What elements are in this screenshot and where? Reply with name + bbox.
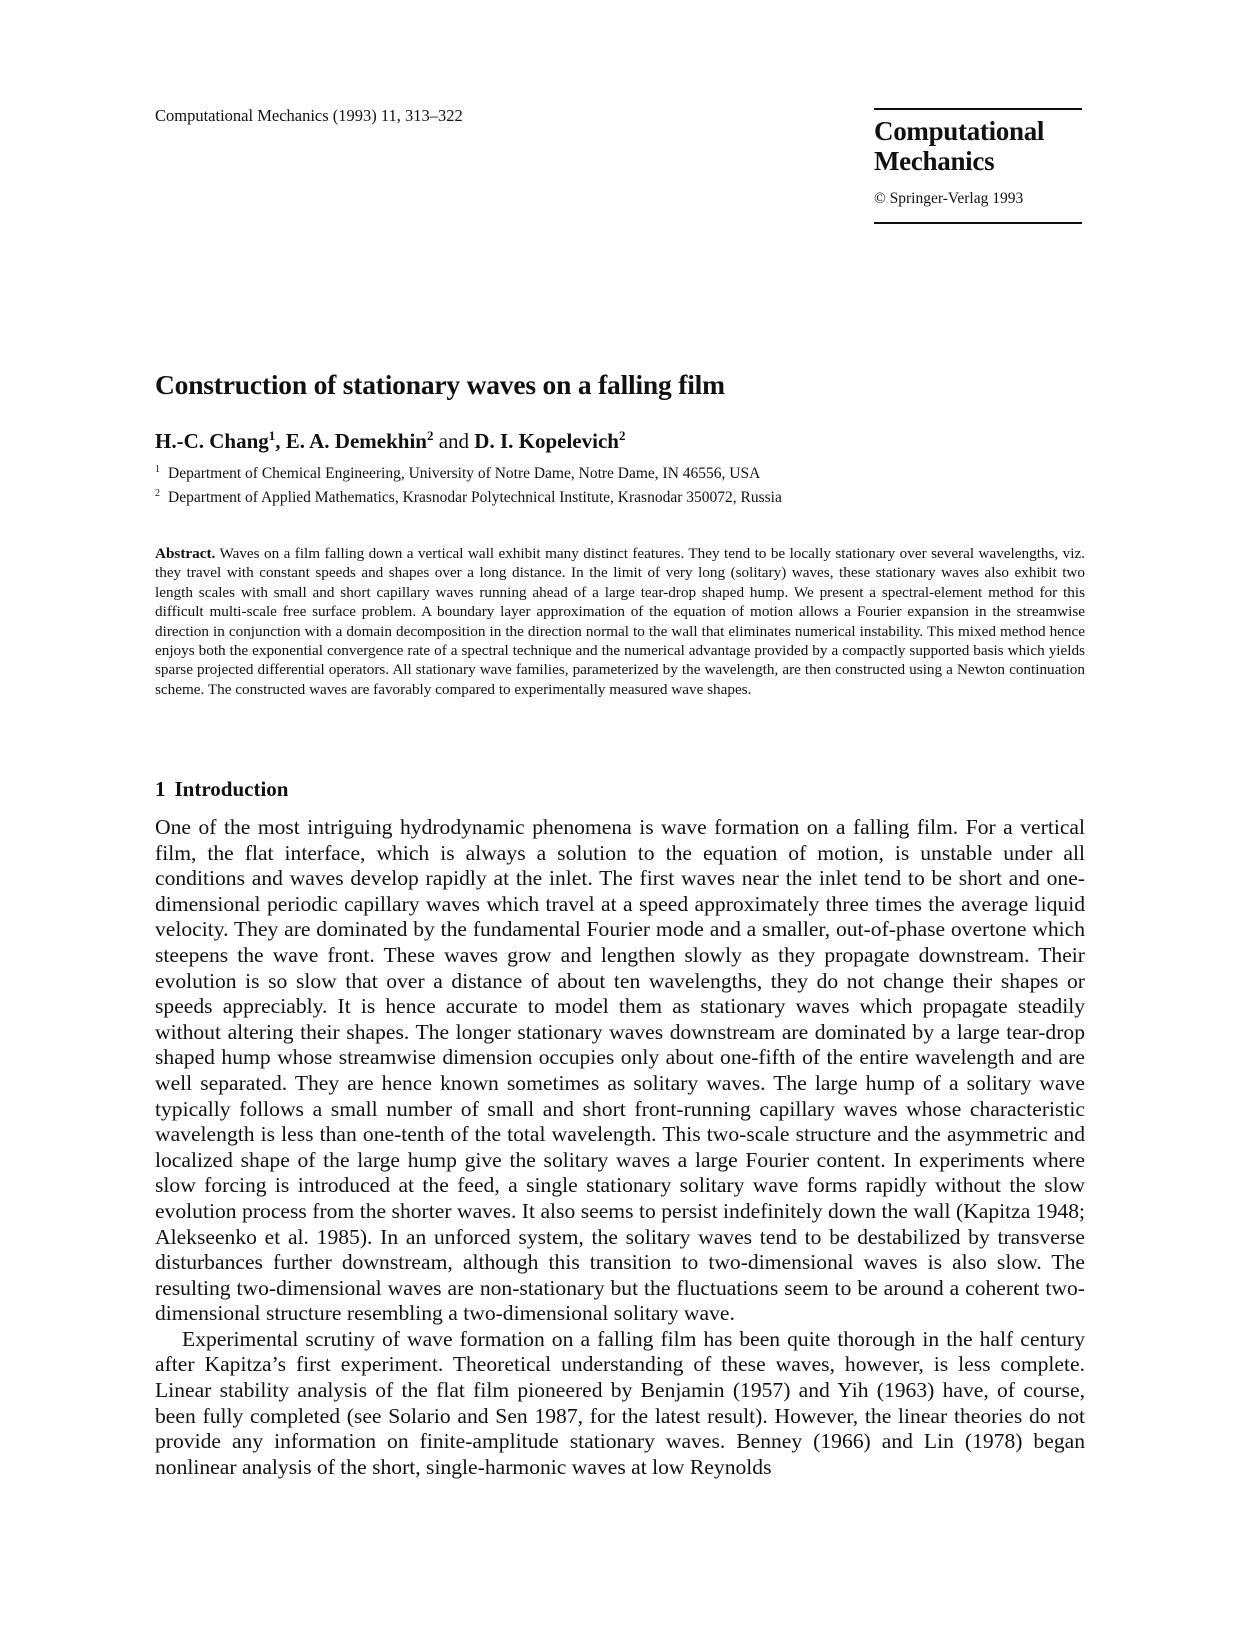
abstract-label: Abstract.	[155, 545, 216, 562]
author-separator: and	[433, 429, 475, 453]
author-name: E. A. Demekhin	[285, 429, 427, 453]
author-name: H.-C. Chang	[155, 429, 269, 453]
affiliation-list	[155, 460, 782, 508]
author-affiliation-mark: 2	[618, 428, 626, 443]
author-separator: ,	[275, 429, 286, 453]
affiliation-item	[155, 484, 782, 508]
affiliation-text: Department of Applied Mathematics, Krasnodar Polytechnical Institute, Krasnodar 350072, Russia	[168, 489, 782, 507]
section-title: Introduction	[174, 777, 289, 801]
author-list	[155, 428, 625, 454]
section-number: 1	[155, 777, 166, 801]
copyright-notice: © Springer-Verlag 1993	[874, 190, 1024, 207]
author-affiliation-mark: 2	[426, 428, 434, 443]
body-paragraph: Experimental scrutiny of wave formation on a falling film has been quite thorough in the half century after Kapitza’s first experiment. Theoretical understanding of these waves, however, is less complete. Linear stability analysis of the flat film pioneered by Benjamin (1957) and Yih (1963) have, of course, been fully completed (see Solario and Sen 1987, for the latest result). However, the linear theories do not provide any information on finite-amplitude stationary waves. Benney (1966) and Lin (1978) began nonlinear analysis of the short, single-harmonic waves at low Reynolds	[155, 1326, 1085, 1479]
section-body	[155, 815, 1085, 1480]
abstract-text: Waves on a film falling down a vertical wall exhibit many distinct features. They tend to be locally stationary over several wavelengths, viz. they travel with constant speeds and shapes over a long distance. In the limit of very long (solitary) waves, these stationary waves also exhibit two length scales with small and short capillary waves running ahead of a large tear-drop shaped hump. We present a spectral-element method for this difficult multi-scale free surface problem. A boundary layer approximation of the equation of motion allows a Fourier expansion in the streamwise direction in conjunction with a domain decomposition in the direction normal to the wall that eliminates numerical instability. This mixed method hence enjoys both the exponential convergence rate of a spectral technique and the numerical advantage provided by a compactly supported basis which yields sparse projected differential operators. All stationary wave families, parameterized by the wavelength, are then constructed using a Newton continuation scheme. The constructed waves are favorably compared to experimentally measured wave shapes.	[155, 545, 1085, 698]
masthead-rule-bottom	[874, 222, 1082, 224]
affiliation-item	[155, 460, 782, 484]
author-affiliation-mark: 1	[268, 428, 276, 443]
body-paragraph: One of the most intriguing hydrodynamic phenomena is wave formation on a falling film. For a vertical film, the flat interface, which is always a solution to the equation of motion, is unstable under all conditions and waves develop rapidly at the inlet. The first waves near the inlet tend to be short and one-dimensional periodic capillary waves which travel at a speed approximately three times the average liquid velocity. They are dominated by the fundamental Fourier mode and a smaller, out-of-phase overtone which steepens the wave front. These waves grow and lengthen slowly as they propagate downstream. Their evolution is so slow that over a distance of about ten wavelengths, they do not change their shapes or speeds appreciably. It is hence accurate to model them as stationary waves which propagate steadily without altering their shapes. The longer stationary waves downstream are dominated by a large tear-drop shaped hump whose streamwise dimension occupies only about one-fifth of the entire wavelength and are well separated. They are hence known sometimes as solitary waves. The large hump of a solitary wave typically follows a small number of small and short front-running capillary waves whose characteristic wavelength is less than one-tenth of the total wavelength. This two-scale structure and the asymmetric and localized shape of the large hump give the solitary waves a large Fourier content. In experiments where slow forcing is introduced at the feed, a single stationary solitary wave forms rapidly without the slow evolution process from the shorter waves. It also seems to persist indefinitely down the wall (Kapitza 1948; Alekseenko et al. 1985). In an unforced system, the solitary waves tend to be destabilized by transverse disturbances further downstream, although this transition to two-dimensional waves is also slow. The resulting two-dimensional waves are non-stationary but the fluctuations seem to be around a coherent two-dimensional structure resembling a two-dimensional solitary wave.	[155, 815, 1085, 1326]
journal-name-line2: Mechanics	[874, 146, 995, 176]
article-title: Construction of stationary waves on a falling film	[155, 369, 725, 400]
journal-citation: Computational Mechanics (1993) 11, 313–322	[155, 106, 463, 125]
journal-masthead	[874, 108, 1082, 224]
author-name: D. I. Kopelevich	[474, 429, 619, 453]
abstract	[155, 544, 1085, 699]
section-heading	[155, 777, 288, 802]
journal-name-line1: Computational	[874, 116, 1045, 146]
affiliation-number: 1	[155, 464, 160, 475]
affiliation-number: 2	[155, 488, 160, 500]
masthead-rule-top	[874, 108, 1082, 110]
affiliation-text: Department of Chemical Engineering, University of Notre Dame, Notre Dame, IN 46556, USA	[168, 465, 761, 483]
